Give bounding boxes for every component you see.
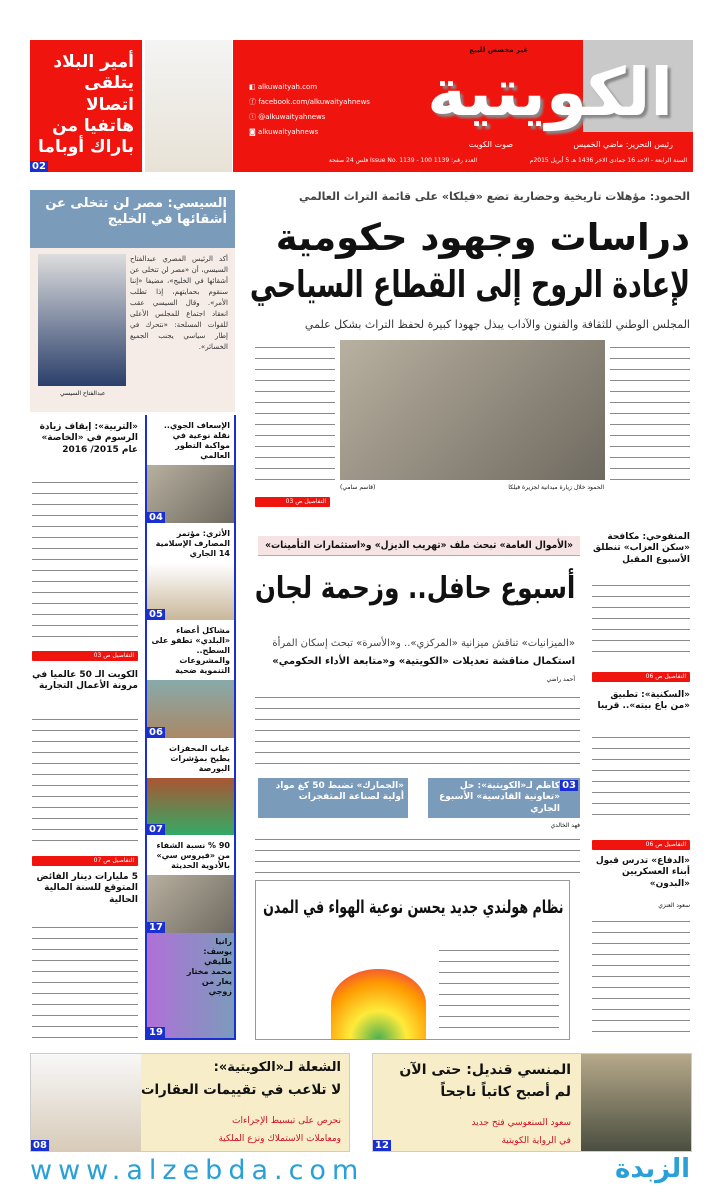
twitter-icon: ⓣ <box>249 113 256 121</box>
sisi-body: أكد الرئيس المصري عبدالفتاح السيسي، أن «مصر لن تتخلى عن أشقائها في الخليج»، مضيفا «إننا سنقوم بحمايتهم، إذا تطلب الأمر». وقال السيسي عقب انعقاد اجتماع للمجلس الأعلى للقوات المسلحة: «نتحرك في إطار سياسي يجنب الجميع الخسائر». <box>130 255 228 351</box>
right-story-2-more[interactable]: التفاصيل ص 06 <box>592 840 690 850</box>
left-story-2-text <box>32 712 138 850</box>
lead-credit: (قاسم سامي) <box>340 484 376 491</box>
sisi-box <box>30 190 235 412</box>
right-story-3[interactable]: «الدفاع» تدرس قبول أبناء العسكريين «البدون» <box>595 856 690 889</box>
lead-text-right <box>610 340 690 480</box>
bottom-feature-1[interactable] <box>30 1053 350 1152</box>
left-story-1[interactable]: «التربية»: إيقاف زيادة الرسوم في «الخاصة» عام 2015/ 2016 <box>39 422 138 455</box>
air-quality-graphic <box>331 969 426 1039</box>
issue-line: السنة الرابعة - الاحد 16 جمادى الاخر 1436 هـ 5 أبريل 2015م <box>529 157 687 164</box>
rania-feature[interactable] <box>147 933 234 1038</box>
box-kazem-headline: كاظم لـ«الكويتية»: حل «تعاونية القادسية» الأسبوع الجاري <box>439 781 560 814</box>
right-story-2-text <box>592 730 690 815</box>
bottom-feature-1-headline-2: لا تلاعب في تقييمات العقارات <box>140 1082 341 1098</box>
bottom-feature-2[interactable] <box>372 1053 692 1152</box>
sisi-caption: عبدالفتاح السيسي <box>60 390 106 397</box>
strip-headline[interactable]: 90 % نسبة الشفاء من «فيروس سي» بالأدوية الحديثة <box>156 841 230 871</box>
lead-headline-2[interactable]: لإعادة الروح إلى القطاع السياحي <box>249 263 690 306</box>
parliament-kicker: «الأموال العامة» تبحث ملف «تهريب الديزل» و«استثمارات التأمينات» <box>258 536 580 556</box>
instagram-text: alkuwaityahnews <box>258 128 319 136</box>
inside-strip <box>145 415 236 1040</box>
strip-headline[interactable]: مشاكل أعضاء «البلدي» تطفو على السطح.. والمشروعات التنموية ضحية <box>151 626 230 676</box>
slogan: صوت الكويت <box>468 140 513 149</box>
box-kazem[interactable] <box>428 778 580 818</box>
left-story-3[interactable]: 5 مليارات دينار الفائض المتوقع للسنة المالية الحالية <box>36 872 138 905</box>
strip-headline[interactable]: الأثري: مؤتمر المصارف الإسلامية 14 الجاري <box>155 528 230 558</box>
strip-photo <box>147 465 234 523</box>
facebook-text: facebook.com/alkuwaityahnews <box>258 98 370 106</box>
left-story-1-text <box>32 475 138 645</box>
emir-teaser-page: 02 <box>32 161 46 172</box>
editor: رئيس التحرير: ماضي الخميس <box>573 140 673 149</box>
lead-headline-1[interactable]: دراسات وجهود حكومية <box>275 216 690 259</box>
twitter-text: @alkuwaityahnews <box>258 113 326 121</box>
left-story-1-more[interactable]: التفاصيل ص 03 <box>32 651 138 661</box>
box-customs[interactable]: «الجمارك» تضبط 50 كغ مواد أولية لصناعة المتفجرات <box>258 778 408 818</box>
instagram-link[interactable] <box>249 125 370 140</box>
dutch-box[interactable] <box>255 880 570 1040</box>
bottom-feature-2-photo <box>581 1054 691 1151</box>
lead-photo <box>340 340 605 480</box>
instagram-icon: ◙ <box>249 128 256 136</box>
emir-photo <box>145 40 232 172</box>
facebook-link[interactable] <box>249 95 370 110</box>
parliament-sub-2: استكمال مناقشة تعديلات «الكويتية» و«متابعة الأداء الحكومي» <box>272 656 575 667</box>
web-icon: ◧ <box>249 83 256 91</box>
strip-headline: رانيا يوسف: طليقي محمد مختار يغار من زوجي <box>186 936 232 996</box>
strip-photo <box>147 875 234 933</box>
strip-photo <box>147 563 234 621</box>
bottom-feature-2-headline-2: لم أصبح كاتباً ناجحاً <box>440 1084 571 1100</box>
right-story-1-text <box>592 578 690 658</box>
strip-page: 06 <box>149 726 163 738</box>
website-text: alkuwaityah.com <box>257 83 318 91</box>
logo: الكويتية <box>427 54 673 131</box>
social-links <box>249 80 370 140</box>
strip-page: 05 <box>149 609 163 621</box>
website-link[interactable] <box>249 80 370 95</box>
bottom-feature-1-photo <box>31 1054 141 1151</box>
box-kazem-page: 03 <box>562 780 576 791</box>
twitter-link[interactable] <box>249 110 370 125</box>
bottom-feature-2-quote-2: في الرواية الكويتية <box>501 1136 571 1146</box>
parliament-author: أحمد راضي <box>546 676 575 683</box>
lead-caption: الحمود خلال زيارة ميدانية لجزيرة فيلكا <box>508 484 604 491</box>
strip-headline[interactable]: الإسعاف الجوي.. نقلة نوعية في مواكبة التطور العالمي <box>163 421 230 460</box>
right-story-2[interactable]: «السكنية»: تطبيق «من باع بيته».. قريبا <box>597 690 690 712</box>
parliament-sub-1: «الميزانيات» تناقش ميزانية «المركزي».. و«الأسرة» تبحث إسكان المرأة <box>272 638 575 649</box>
strip-page: 07 <box>149 824 163 836</box>
right-story-3-author: سعود العنزي <box>658 902 690 909</box>
strip-headline[interactable]: غياب المحفزات يطيح بمؤشرات البورصة <box>169 743 230 773</box>
strip-page: 19 <box>149 1026 163 1038</box>
bottom-feature-1-quote-2: ومعاملات الاستملاك ونزع الملكية <box>218 1134 341 1144</box>
right-story-1-more[interactable]: التفاصيل ص 06 <box>592 672 690 682</box>
lead-text-left <box>255 340 335 480</box>
emir-teaser[interactable] <box>30 40 142 172</box>
issue-no: العدد رقم: 1139 Issue No. 1139 - 100 فلس 24 صفحة <box>328 157 477 164</box>
not-for-sale: غير مخصص للبيع <box>469 46 528 54</box>
bottom-feature-2-headline-1: المنسي قنديل: حتى الآن <box>399 1062 571 1078</box>
lead-more[interactable]: التفاصيل ص 03 <box>255 497 330 507</box>
strip-page: 17 <box>149 921 163 933</box>
left-story-2-more[interactable]: التفاصيل ص 07 <box>32 856 138 866</box>
masthead <box>233 40 693 172</box>
emir-teaser-headline: أمير البلاد يتلقى اتصالا هاتفيا من باراك أوباما <box>38 52 134 157</box>
dutch-headline: نظام هولندي جديد يحسن نوعية الهواء في المدن <box>262 897 563 918</box>
strip-photo <box>147 778 234 836</box>
box-kazem-author: فهد الخالدي <box>550 822 580 829</box>
footer-logo: الزبدة <box>615 1154 690 1184</box>
left-story-3-text <box>32 920 138 1040</box>
strip-page: 04 <box>149 511 163 523</box>
dutch-text <box>439 943 559 1033</box>
lead-subhead: المجلس الوطني للثقافة والفنون والآداب يبذل جهودا كبيرة لحفظ التراث بشكل علمي <box>304 318 690 331</box>
sisi-photo <box>38 254 126 386</box>
parliament-text <box>255 690 580 765</box>
sisi-headline[interactable]: السيسي: مصر لن تتخلى عن أشقائها في الخليج <box>30 190 235 248</box>
boxes-text <box>255 832 580 876</box>
bottom-feature-1-quote-1: نحرص على تبسيط الإجراءات <box>232 1116 341 1126</box>
bottom-feature-1-headline-1: الشعلة لـ«الكويتية»: <box>213 1060 341 1075</box>
lead-kicker: الحمود: مؤهلات تاريخية وحضارية تضع «فيلكا» على قائمة التراث العالمي <box>298 190 690 203</box>
right-story-1[interactable]: المنفوحي: مكافحة «سكن العزاب» تنطلق الأسبوع المقبل <box>593 532 690 565</box>
bottom-feature-2-page: 12 <box>375 1140 389 1151</box>
parliament-headline[interactable]: أسبوع حافل.. وزحمة لجان <box>254 571 575 606</box>
bottom-feature-1-page: 08 <box>33 1140 47 1151</box>
right-story-3-text <box>592 914 690 1038</box>
bottom-feature-2-quote-1: سعود السنعوسي فتح جديد <box>471 1118 571 1128</box>
left-story-2[interactable]: الكويت الـ 50 عالميا في مرونة الأعمال التجارية <box>32 670 138 692</box>
footer-url[interactable]: www.alzebda.com <box>30 1155 365 1186</box>
strip-photo <box>147 680 234 738</box>
facebook-icon: ⓕ <box>249 98 256 106</box>
